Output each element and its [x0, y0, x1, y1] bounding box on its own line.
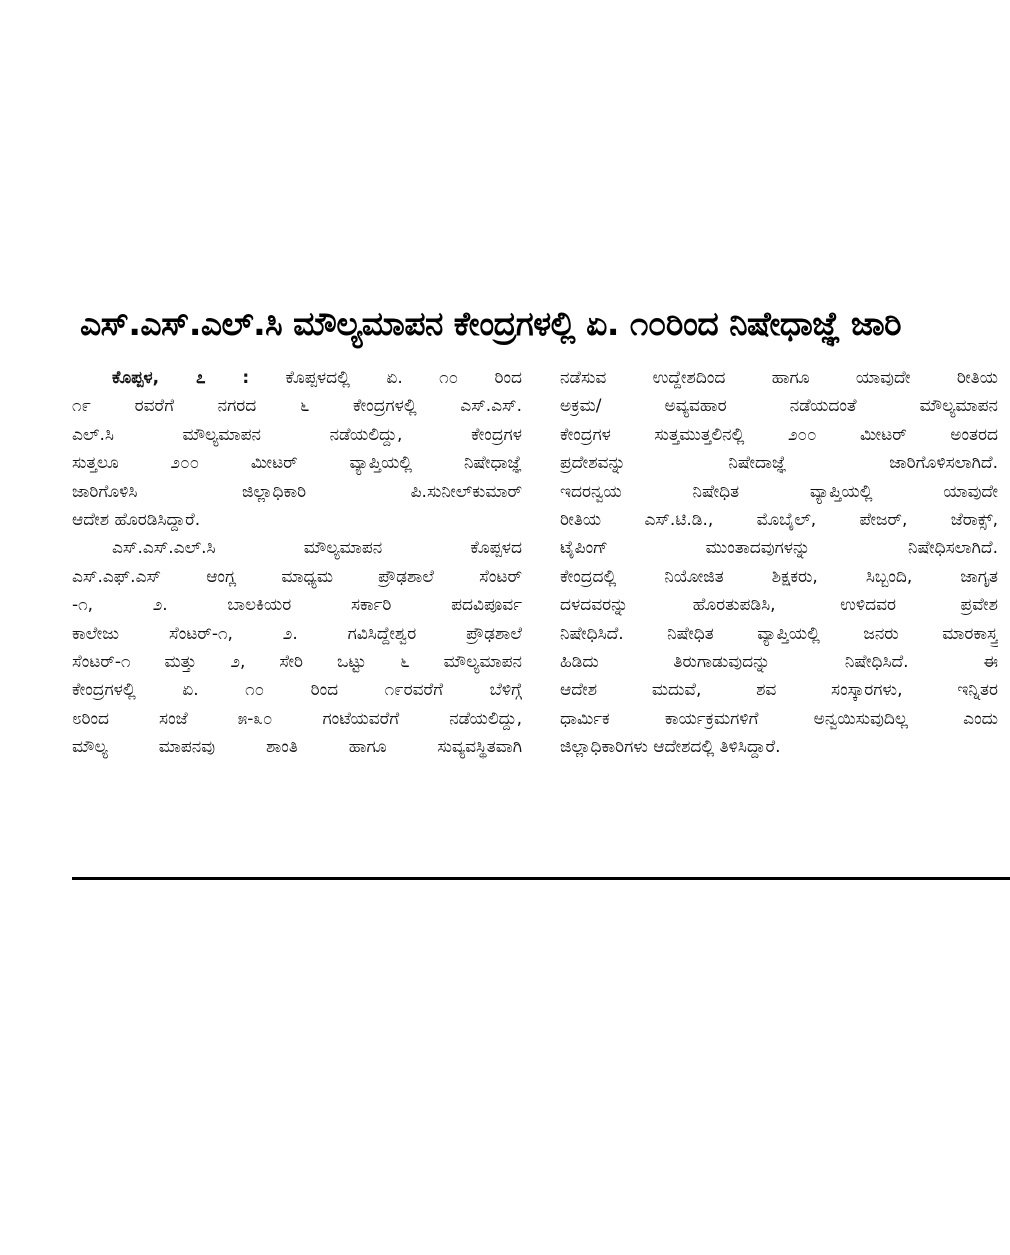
body-line: ಆದೇಶ ಮದುವೆ, ಶವ ಸಂಸ್ಕಾರಗಳು, ಇನ್ನಿತರ — [560, 680, 998, 701]
dateline: ಕೊಪ್ಪಳ, ೭ : — [112, 368, 250, 388]
news-clipping — [72, 296, 1008, 761]
body-line: ಜಿಲ್ಲಾಧಿಕಾರಿಗಳು ಆದೇಶದಲ್ಲಿ ತಿಳಿಸಿದ್ದಾರೆ. — [560, 737, 781, 758]
body-line: ಟೈಪಿಂಗ್ ಮುಂತಾದವುಗಳನ್ನು ನಿಷೇಧಿಸಲಾಗಿದೆ. — [560, 538, 998, 559]
body-line: ಎಸ್.ಎಸ್.ಎಲ್.ಸಿ ಮೌಲ್ಯಮಾಪನ ಕೊಪ್ಪಳದ — [112, 538, 522, 559]
body-line: ಎಲ್.ಸಿ ಮೌಲ್ಯಮಾಪನ ನಡೆಯಲಿದ್ದು, ಕೇಂದ್ರಗಳ — [72, 424, 522, 445]
body-line: ಸುತ್ತಲೂ ೨೦೦ ಮೀಟರ್ ವ್ಯಾಪ್ತಿಯಲ್ಲಿ ನಿಷೇಧಾಜ್ಞೆ — [72, 453, 522, 474]
body-line: ರೀತಿಯ ಎಸ್.ಟಿ.ಡಿ., ಮೊಬೈಲ್, ಪೇಜರ್, ಜೆರಾಕ್ಸ್, — [560, 509, 998, 530]
body-line: ಎಸ್.ಎಫ್.ಎಸ್ ಆಂಗ್ಲ ಮಾಧ್ಯಮ ಪ್ರೌಢಶಾಲೆ ಸೆಂಟರ್ — [72, 566, 522, 587]
body-line: ಜಾರಿಗೊಳಿಸಿ ಜಿಲ್ಲಾಧಿಕಾರಿ ಪಿ.ಸುನೀಲ್‌ಕುಮಾರ್ — [72, 481, 522, 502]
body-line: ಇದರನ್ವಯ ನಿಷೇಧಿತ ವ್ಯಾಪ್ತಿಯಲ್ಲಿ ಯಾವುದೇ — [560, 481, 998, 502]
bottom-rule — [72, 877, 1010, 880]
body-line: ಕಾಲೇಜು ಸೆಂಟರ್-೧, ೨. ಗವಿಸಿದ್ದೇಶ್ವರ ಪ್ರೌಢಶಾಲೆ — [72, 623, 522, 644]
body-line-text: ಕೊಪ್ಪಳದಲ್ಲಿ ಏ. ೧೦ ರಿಂದ — [285, 368, 522, 388]
body-line: ೮ರಿಂದ ಸಂಜೆ ೫-೩೦ ಗಂಟೆಯವರೆಗೆ ನಡೆಯಲಿದ್ದು, — [72, 708, 522, 729]
body-line: ಹಿಡಿದು ತಿರುಗಾಡುವುದನ್ನು ನಿಷೇಧಿಸಿದೆ. ಈ — [560, 651, 998, 672]
body-line: ಕೇಂದ್ರದಲ್ಲಿ ನಿಯೋಜಿತ ಶಿಕ್ಷಕರು, ಸಿಬ್ಬಂದಿ, ಜಾಗೃತ — [560, 566, 998, 587]
body-line: ಸೆಂಟರ್-೧ ಮತ್ತು ೨, ಸೇರಿ ಒಟ್ಟು ೬ ಮೌಲ್ಯಮಾಪನ — [72, 651, 522, 672]
body-line: ನಡೆಸುವ ಉದ್ದೇಶದಿಂದ ಹಾಗೂ ಯಾವುದೇ ರೀತಿಯ — [560, 368, 998, 388]
body-line: ಕೇಂದ್ರಗಳ ಸುತ್ತಮುತ್ತಲಿನಲ್ಲಿ ೨೦೦ ಮೀಟರ್ ಅಂತರದ — [560, 424, 998, 445]
body-line: ಧಾರ್ಮಿಕ ಕಾರ್ಯಕ್ರಮಗಳಿಗೆ ಅನ್ವಯಿಸುವುದಿಲ್ಲ ಎಂದು — [560, 708, 998, 729]
body-line: ದಳದವರನ್ನು ಹೊರತುಪಡಿಸಿ, ಉಳಿದವರ ಪ್ರವೇಶ — [560, 595, 998, 616]
body-line: ಕೇಂದ್ರಗಳಲ್ಲಿ ಏ. ೧೦ ರಿಂದ ೧೯ರವರೆಗೆ ಬೆಳಿಗ್ಗೆ — [72, 680, 522, 701]
headline: ಎಸ್.ಎಸ್.ಎಲ್.ಸಿ ಮೌಲ್ಯಮಾಪನ ಕೇಂದ್ರಗಳಲ್ಲಿ ಏ. ೧೦ರಿಂದ ನಿಷೇಧಾಜ್ಞೆ ಜಾರಿ — [80, 304, 902, 343]
article-columns — [72, 364, 1008, 761]
body-line: ಪ್ರದೇಶವನ್ನು ನಿಷೇದಾಜ್ಞೆ ಜಾರಿಗೊಳಿಸಲಾಗಿದೆ. — [560, 453, 998, 474]
body-line — [72, 364, 522, 392]
body-line: -೧, ೨. ಬಾಲಕಿಯರ ಸರ್ಕಾರಿ ಪದವಿಪೂರ್ವ — [72, 595, 522, 616]
right-column — [560, 364, 1008, 761]
body-line: ಮೌಲ್ಯ ಮಾಪನವು ಶಾಂತಿ ಹಾಗೂ ಸುವ್ಯವಸ್ಥಿತವಾಗಿ — [72, 737, 522, 758]
body-line: ಆದೇಶ ಹೊರಡಿಸಿದ್ದಾರೆ. — [72, 509, 201, 530]
body-line: ಅಕ್ರಮ/ ಅವ್ಯವಹಾರ ನಡೆಯದಂತೆ ಮೌಲ್ಯಮಾಪನ — [560, 396, 998, 417]
body-line: ನಿಷೇಧಿಸಿದೆ. ನಿಷೇಧಿತ ವ್ಯಾಪ್ತಿಯಲ್ಲಿ ಜನರು ಮಾರಕಾಸ್ತ್ರ — [560, 623, 998, 644]
left-column — [72, 364, 522, 761]
body-line: ೧೯ ರವರೆಗೆ ನಗರದ ೬ ಕೇಂದ್ರಗಳಲ್ಲಿ ಎಸ್.ಎಸ್. — [72, 396, 522, 417]
